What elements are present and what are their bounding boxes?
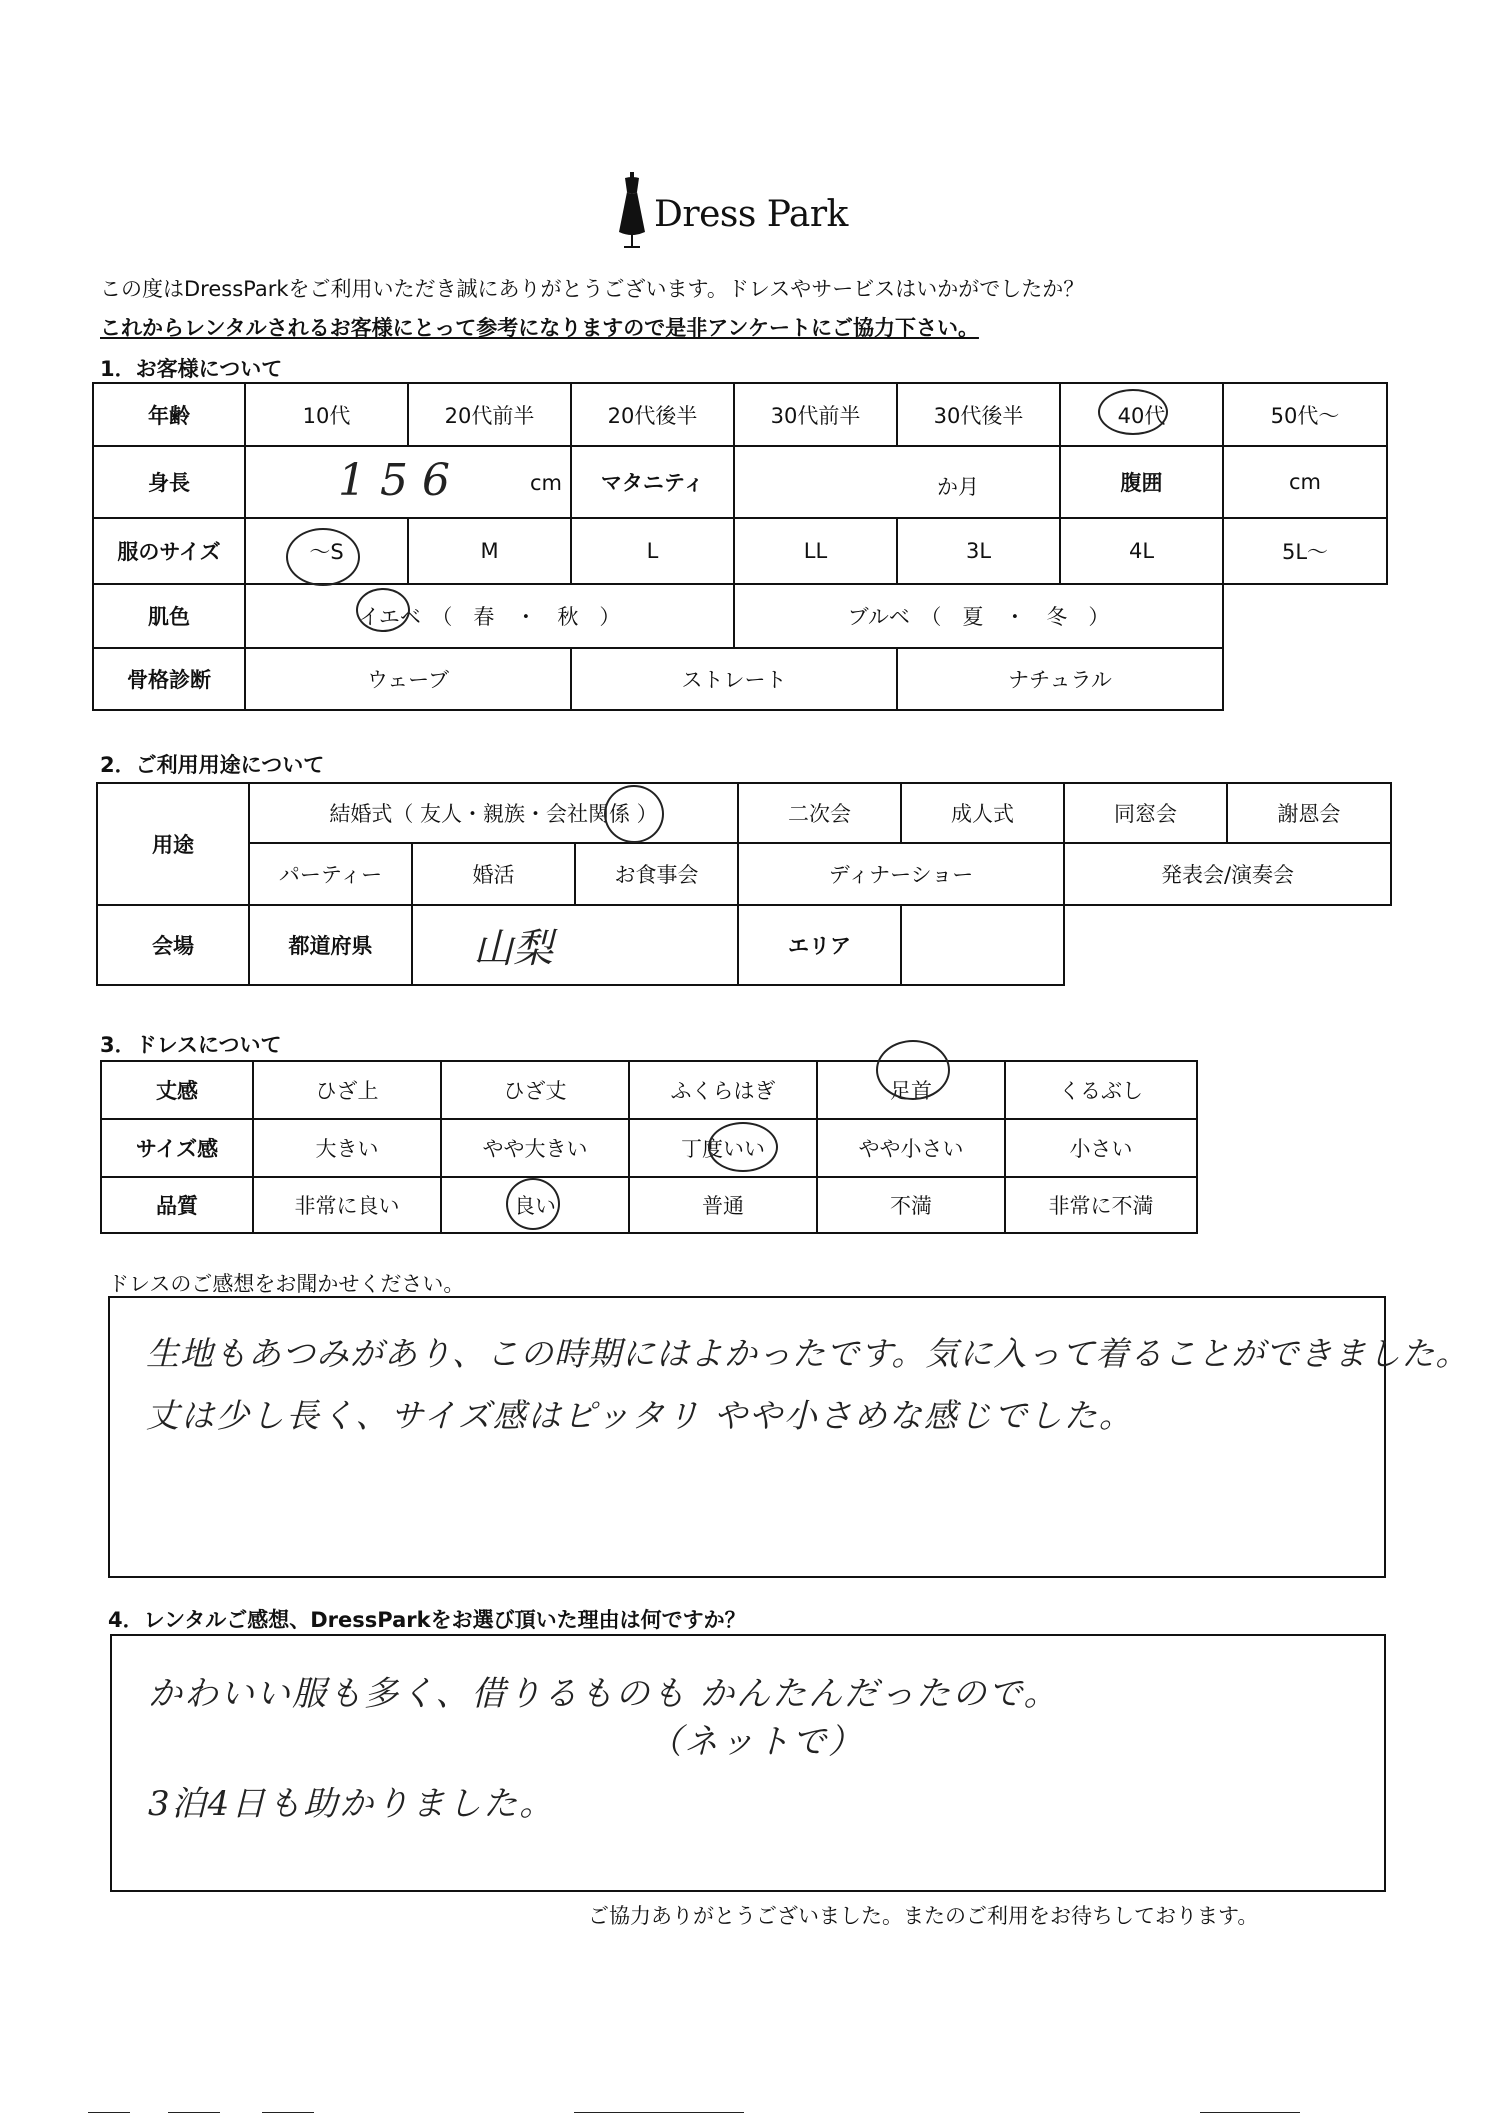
size-label: 服のサイズ [93,518,245,584]
intro-text: この度はDressParkをご利用いただき誠にありがとうございます。ドレスやサービスはいかがでしたか？ [100,277,1085,301]
purpose-option[interactable]: パーティー [249,843,412,905]
length-option[interactable]: ひざ上 [253,1061,441,1119]
fit-option-selected[interactable]: 丁度いい [629,1119,817,1177]
length-option[interactable]: ひざ丈 [441,1061,629,1119]
section4-title: 4．レンタルご感想、DressParkをお選び頂いた理由は何ですか？ [108,1608,746,1632]
section2-title: 2．ご利用用途について [100,753,325,777]
size-option[interactable]: 4L [1060,518,1223,584]
purpose-option[interactable]: 発表会/演奏会 [1064,843,1391,905]
selection-circle [506,1178,560,1230]
height-unit: cm [529,471,562,495]
skin-blue[interactable]: ブルベ （ 夏 ・ 冬 ） [734,584,1223,648]
maternity-label: マタニティ [571,446,734,518]
fit-option[interactable]: 大きい [253,1119,441,1177]
length-option[interactable]: くるぶし [1005,1061,1197,1119]
month-unit: か月 [937,475,979,499]
area-label: エリア [738,905,901,985]
section3-title: 3．ドレスについて [100,1033,282,1057]
age-option[interactable]: 20代後半 [571,383,734,446]
fit-option[interactable]: やや大きい [441,1119,629,1177]
prefecture-field[interactable] [412,905,738,985]
purpose-option[interactable]: お食事会 [575,843,738,905]
venue-label: 会場 [97,905,249,985]
dress-table [100,1060,1198,1234]
selection-circle [1098,389,1168,435]
section1-title: 1．お客様について [100,357,283,381]
size-option[interactable]: 3L [897,518,1060,584]
size-option-selected[interactable]: ～S [245,518,408,584]
age-option[interactable]: 20代前半 [408,383,571,446]
customer-table [92,382,1388,711]
height-label: 身長 [93,446,245,518]
length-option[interactable]: ふくらはぎ [629,1061,817,1119]
impressions-title: ドレスのご感想をお聞かせください。 [108,1272,465,1296]
frame-label: 骨格診断 [93,648,245,710]
prefecture-value: 山梨 [473,925,553,972]
height-value: 156 [338,455,464,506]
age-option-selected[interactable]: 40代 [1060,383,1223,446]
reason-line: かわいい服も多く、借りるものも かんたんだったので。 [148,1674,1060,1714]
quality-option[interactable]: 非常に不満 [1005,1177,1197,1233]
reason-line: 3泊4日も助かりました。 [148,1784,556,1824]
length-option-selected[interactable]: 足首 [817,1061,1005,1119]
intro-request: これからレンタルされるお客様にとって参考になりますので是非アンケートにご協力下さい。 [100,316,979,340]
purpose-option[interactable]: 二次会 [738,783,901,843]
size-option[interactable]: 5L～ [1223,518,1387,584]
purpose-option[interactable]: 同窓会 [1064,783,1227,843]
maternity-field[interactable] [734,446,1060,518]
age-option[interactable]: 10代 [245,383,408,446]
dress-icon [612,170,652,260]
height-field[interactable] [245,446,571,518]
size-option[interactable]: L [571,518,734,584]
quality-option[interactable]: 不満 [817,1177,1005,1233]
purpose-option[interactable]: 成人式 [901,783,1064,843]
age-option[interactable]: 30代後半 [897,383,1060,446]
purpose-table [96,782,1392,986]
purpose-option[interactable]: 婚活 [412,843,575,905]
prefecture-label: 都道府県 [249,905,412,985]
selection-circle [876,1040,950,1100]
thanks-text: ご協力ありがとうございました。またのご利用をお待ちしております。 [588,1904,1259,1928]
quality-option[interactable]: 普通 [629,1177,817,1233]
frame-option[interactable]: ナチュラル [897,648,1223,710]
purpose-option[interactable]: 謝恩会 [1227,783,1391,843]
frame-option[interactable]: ストレート [571,648,897,710]
brand-name: Dress Park [654,194,848,235]
size-option[interactable]: M [408,518,571,584]
area-field[interactable] [901,905,1064,985]
selection-circle [286,528,360,586]
selection-circle [708,1122,778,1172]
fit-option[interactable]: やや小さい [817,1119,1005,1177]
skin-label: 肌色 [93,584,245,648]
age-option[interactable]: 50代～ [1223,383,1387,446]
selection-circle [604,785,664,843]
purpose-label: 用途 [97,783,249,905]
quality-option[interactable]: 非常に良い [253,1177,441,1233]
belly-label: 腹囲 [1060,446,1223,518]
age-option[interactable]: 30代前半 [734,383,897,446]
skin-yellow[interactable]: イエベ （ 春 ・ 秋 ） [245,584,734,648]
purpose-option-wedding[interactable]: 結婚式（ 友人・親族・会社関係 ） [249,783,738,843]
quality-option-selected[interactable]: 良い [441,1177,629,1233]
belly-unit[interactable]: cm [1223,446,1387,518]
impressions-line: 丈は少し長く、サイズ感はピッタリ やや小さめな感じでした。 [146,1396,1134,1435]
reason-line: （ネットで） [648,1722,864,1762]
brand-logo [612,170,912,260]
frame-option[interactable]: ウェーブ [245,648,571,710]
length-label: 丈感 [101,1061,253,1119]
quality-label: 品質 [101,1177,253,1233]
fit-label: サイズ感 [101,1119,253,1177]
selection-circle [356,588,410,632]
age-label: 年齢 [93,383,245,446]
purpose-option[interactable]: ディナーショー [738,843,1064,905]
fit-option[interactable]: 小さい [1005,1119,1197,1177]
impressions-line: 生地もあつみがあり、この時期にはよかったです。気に入って着ることができました。 [146,1334,1470,1373]
size-option[interactable]: LL [734,518,897,584]
